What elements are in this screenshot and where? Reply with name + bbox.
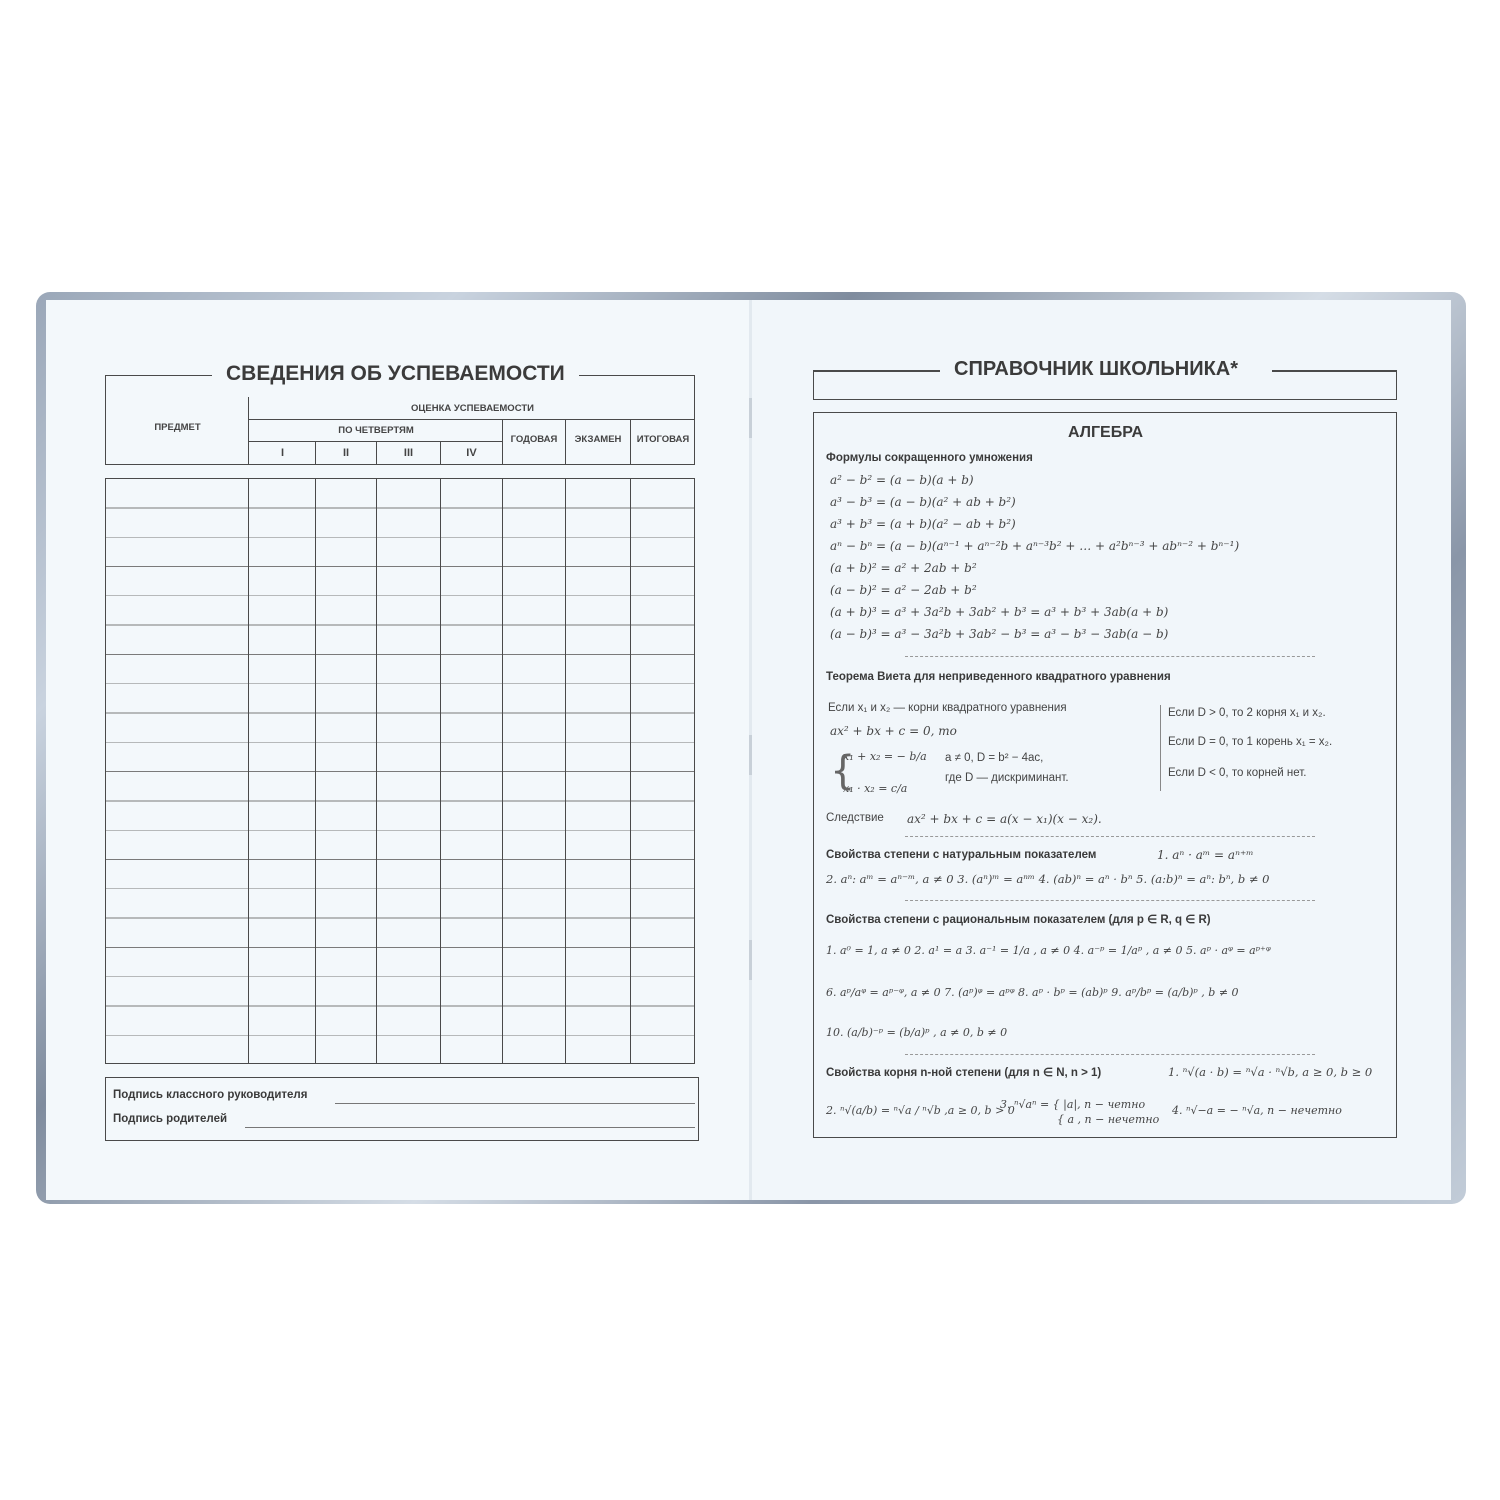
staple: [749, 940, 752, 980]
vieta-text: a ≠ 0, D = b² − 4ac,: [945, 752, 1044, 764]
formula: (a + b)³ = a³ + 3a²b + 3ab² + b³ = a³ + b³ + 3ab(a + b): [830, 605, 1169, 619]
grid-column-line: [440, 478, 441, 1064]
col-quarters: ПО ЧЕТВЕРТЯМ: [338, 425, 414, 436]
formula: a² − b² = (a − b)(a + b): [830, 473, 974, 487]
section-separator: [905, 1054, 1315, 1055]
algebra-heading: АЛГЕБРА: [1068, 424, 1144, 441]
formula: 1. a⁰ = 1, a ≠ 0 2. a¹ = a 3. a⁻¹ = 1/a , a ≠ 0 4. a⁻ᵖ = 1/aᵖ , a ≠ 0 5. aᵖ · aᵠ = aᵖ⁺ᵠ: [826, 944, 1271, 957]
grid-column-line: [502, 478, 503, 1064]
section-separator: [905, 836, 1315, 837]
formula: 10. (a/b)⁻ᵖ = (b/a)ᵖ , a ≠ 0, b ≠ 0: [826, 1026, 1008, 1039]
grid-column-line: [376, 478, 377, 1064]
reference-title: СПРАВОЧНИК ШКОЛЬНИКА*: [940, 358, 1252, 381]
signature-box: [105, 1077, 699, 1141]
vieta-rule: Если D < 0, то корней нет.: [1168, 767, 1307, 779]
grades-grid: [105, 478, 695, 1064]
formula: a³ − b³ = (a − b)(a² + ab + b²): [830, 495, 1016, 509]
formula: aⁿ − bⁿ = (a − b)(aⁿ⁻¹ + aⁿ⁻²b + aⁿ⁻³b² + … + a²bⁿ⁻³ + abⁿ⁻² + bⁿ⁻¹): [830, 539, 1240, 553]
staple: [749, 735, 752, 775]
parents-signature-line: [245, 1127, 695, 1128]
grades-title: СВЕДЕНИЯ ОБ УСПЕВАЕМОСТИ: [212, 362, 579, 386]
parents-signature-label: Подпись родителей: [113, 1113, 228, 1125]
header-rule: [813, 370, 943, 372]
col-quarter-2: II: [342, 447, 350, 459]
header-divider: [248, 419, 695, 420]
col-yearly: ГОДОВАЯ: [510, 434, 558, 445]
formula: (a − b)² = a² − 2ab + b²: [830, 583, 977, 597]
grid-column-line: [630, 478, 631, 1064]
vieta-rule: Если D = 0, то 1 корень x₁ = x₂.: [1168, 736, 1333, 748]
col-final: ИТОГОВАЯ: [636, 434, 690, 445]
grid-column-line: [248, 478, 249, 1064]
teacher-signature-label: Подпись классного руководителя: [113, 1089, 308, 1101]
vieta-text: где D — дискриминант.: [945, 772, 1069, 784]
header-rule: [1272, 370, 1397, 372]
col-subject: ПРЕДМЕТ: [154, 422, 201, 433]
formula: 1. ⁿ√(a · b) = ⁿ√a · ⁿ√b, a ≥ 0, b ≥ 0: [1168, 1065, 1373, 1079]
vieta-rule: Если D > 0, то 2 корня x₁ и x₂.: [1168, 707, 1326, 719]
formula: 4. ⁿ√−a = − ⁿ√a, n − нечетно: [1172, 1104, 1342, 1117]
vieta-text: Следствие: [826, 812, 884, 824]
header-divider: [248, 397, 249, 465]
formula: (a + b)² = a² + 2ab + b²: [830, 561, 977, 575]
formula: 2. aⁿ: aᵐ = aⁿ⁻ᵐ, a ≠ 0 3. (aⁿ)ᵐ = aⁿᵐ 4. (ab)ⁿ = aⁿ · bⁿ 5. (a:b)ⁿ = aⁿ: bⁿ, b ≠ 0: [826, 872, 1270, 886]
section-title: Свойства степени с натуральным показателем: [826, 849, 1097, 861]
col-quarter-3: III: [403, 447, 414, 459]
teacher-signature-line: [335, 1103, 695, 1104]
formula: ax² + bx + c = a(x − x₁)(x − x₂).: [907, 812, 1102, 826]
section-title: Свойства корня n-ной степени (для n ∈ N, n > 1): [826, 1067, 1102, 1079]
formula: (a − b)³ = a³ − 3a²b + 3ab² − b³ = a³ − b³ − 3ab(a − b): [830, 627, 1169, 641]
vieta-text: Если x₁ и x₂ — корни квадратного уравнения: [828, 702, 1067, 714]
col-grades: ОЦЕНКА УСПЕВАЕМОСТИ: [411, 403, 534, 414]
section-title: Свойства степени с рациональным показателем (для p ∈ R, q ∈ R): [826, 914, 1211, 926]
formula: a³ + b³ = (a + b)(a² − ab + b²): [830, 517, 1016, 531]
formula: x₁ + x₂ = − b/a: [843, 750, 927, 763]
formula: 2. ⁿ√(a/b) = ⁿ√a / ⁿ√b ,a ≥ 0, b > 0: [826, 1104, 1015, 1117]
formula: 1. aⁿ · aᵐ = aⁿ⁺ᵐ: [1157, 848, 1254, 862]
brace-icon: {: [830, 748, 856, 794]
section-title: Теорема Виета для неприведенного квадратного уравнения: [826, 671, 1171, 683]
col-quarter-4: IV: [466, 447, 477, 459]
formula: 6. aᵖ/aᵠ = aᵖ⁻ᵠ, a ≠ 0 7. (aᵖ)ᵠ = aᵖᵠ 8. aᵖ · bᵖ = (ab)ᵖ 9. aᵖ/bᵖ = (a/b)ᵖ , b ≠ 0: [826, 986, 1239, 999]
column-separator: [1160, 705, 1161, 791]
header-divider: [248, 441, 502, 442]
formula: 3. ⁿ√aⁿ = { |a|, n − четно: [1000, 1098, 1146, 1111]
staple: [749, 398, 752, 438]
grid-column-line: [565, 478, 566, 1064]
section-separator: [905, 656, 1315, 657]
section-separator: [905, 900, 1315, 901]
section-title: Формулы сокращенного умножения: [826, 452, 1033, 464]
formula: { a , n − нечетно: [1057, 1113, 1160, 1126]
formula: x₁ · x₂ = c/a: [843, 782, 908, 795]
col-quarter-1: I: [280, 447, 285, 459]
formula: ax² + bx + c = 0, то: [830, 724, 957, 738]
grid-column-line: [315, 478, 316, 1064]
col-exam: ЭКЗАМЕН: [574, 434, 622, 445]
